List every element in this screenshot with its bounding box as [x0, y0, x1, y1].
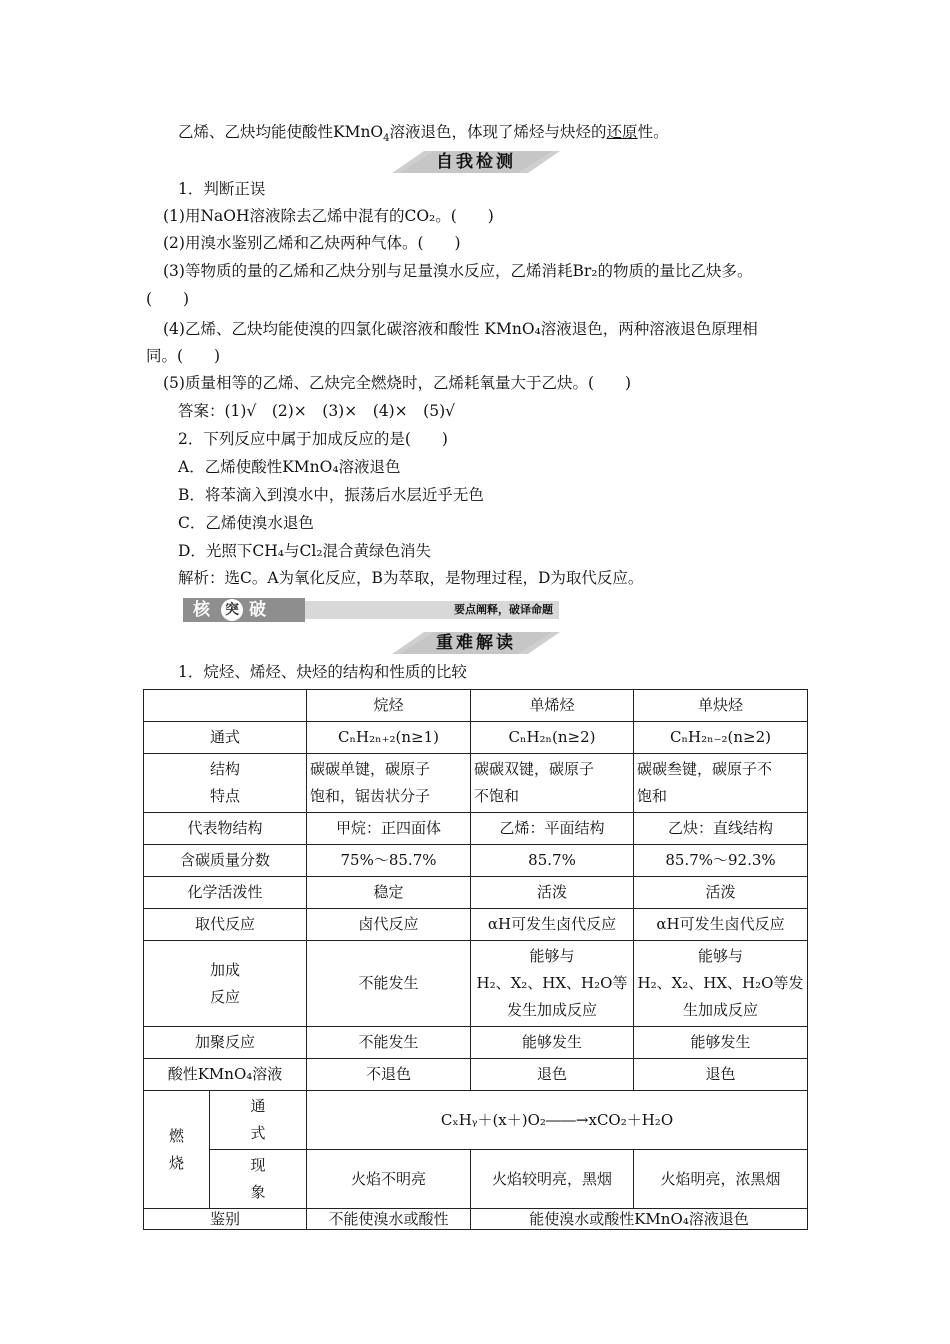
section-title: 自我检测 [436, 152, 516, 172]
table-cell: 不能使溴水或酸性 [307, 1209, 471, 1230]
comparison-table [143, 689, 808, 1230]
table-row [144, 845, 808, 877]
table-row [144, 1209, 808, 1230]
q1-item-5: (5)质量相等的乙烯、乙炔完全燃烧时，乙烯耗氧量大于乙炔。( ) [163, 374, 632, 392]
core-tab [183, 598, 305, 622]
table-row [144, 722, 808, 754]
table-cell: 碳碳单键，碳原子 饱和，锯齿状分子 [307, 754, 471, 813]
table-row [144, 1150, 808, 1209]
q2-analysis: 解析：选C。A为氧化反应，B为萃取，是物理过程，D为取代反应。 [178, 569, 644, 587]
q1-title: 1．判断正误 [178, 180, 266, 198]
table-header-cell: 烷烃 [307, 690, 471, 722]
intro-end: 性。 [637, 123, 669, 141]
table-cell: CₙH₂ₙ(n≥2) [471, 722, 634, 754]
q2-option-a: A．乙烯使酸性KMnO₄溶液退色 [178, 458, 401, 476]
table-cell: 火焰明亮，浓黑烟 [634, 1150, 808, 1209]
table-cell: CₙH₂ₙ₊₂(n≥1) [307, 722, 471, 754]
intro-underlined: 还原 [606, 123, 638, 141]
intro-line [178, 121, 669, 143]
intro-sub: 4 [383, 133, 390, 145]
intro-text-2: 溶液退色，体现了烯烃与炔烃的 [389, 123, 607, 141]
table-cell: 鉴别 [144, 1209, 307, 1230]
core-char-1: 核 [193, 600, 210, 620]
q1-answer: 答案：(1)√ (2)× (3)× (4)× (5)√ [178, 402, 455, 420]
table-cell: αH可发生卤代反应 [471, 909, 634, 941]
q2-option-d: D．光照下CH₄与Cl₂混合黄绿色消失 [178, 542, 432, 560]
section-banner-self-test [392, 151, 560, 173]
table-cell: 能够发生 [471, 1027, 634, 1059]
q1-item-4-cont: 同。( ) [146, 347, 221, 365]
table-cell: 活泼 [634, 877, 808, 909]
table-row [144, 1059, 808, 1091]
table-cell: 不退色 [307, 1059, 471, 1091]
table-row [144, 1027, 808, 1059]
q2-option-b: B．将苯滴入到溴水中，振荡后水层近乎无色 [178, 486, 484, 504]
q2-title: 2．下列反应中属于加成反应的是( ) [178, 430, 448, 448]
q1-item-3-cont: ( ) [146, 290, 190, 308]
table-cell: 火焰不明亮 [307, 1150, 471, 1209]
table-cell: 酸性KMnO₄溶液 [144, 1059, 307, 1091]
q1-item-2: (2)用溴水鉴别乙烯和乙炔两种气体。( ) [163, 234, 461, 252]
table-cell: 加成 反应 [144, 941, 307, 1027]
table-row [144, 754, 808, 813]
table-cell: 通式 [144, 722, 307, 754]
table-title: 1．烷烃、烯烃、炔烃的结构和性质的比较 [178, 663, 467, 681]
table-cell: 85.7%～92.3% [634, 845, 808, 877]
core-circle: 突 [221, 599, 243, 621]
table-cell: 卤代反应 [307, 909, 471, 941]
table-header-cell [144, 690, 307, 722]
table-cell: 退色 [634, 1059, 808, 1091]
table-row [144, 941, 808, 1027]
table-row [144, 877, 808, 909]
table-cell: 取代反应 [144, 909, 307, 941]
table-cell: CₙH₂ₙ₋₂(n≥2) [634, 722, 808, 754]
table-cell: 结构 特点 [144, 754, 307, 813]
table-cell: 能够与 H₂、X₂、HX、H₂O等 发生加成反应 [471, 941, 634, 1027]
table-cell: 现 象 [210, 1150, 307, 1209]
q1-item-3: (3)等物质的量的乙烯和乙炔分别与足量溴水反应，乙烯消耗Br₂的物质的量比乙炔多。 [163, 262, 753, 280]
intro-text: 乙烯、乙炔均能使酸性KMnO [178, 123, 384, 141]
table-row [144, 1091, 808, 1150]
table-cell: 75%～85.7% [307, 845, 471, 877]
core-strip [305, 601, 559, 619]
table-cell: αH可发生卤代反应 [634, 909, 808, 941]
table-cell: 能够与 H₂、X₂、HX、H₂O等发 生加成反应 [634, 941, 808, 1027]
table-cell: 乙烯：平面结构 [471, 813, 634, 845]
table-cell: 不能发生 [307, 941, 471, 1027]
table-cell: 退色 [471, 1059, 634, 1091]
table-cell: 活泼 [471, 877, 634, 909]
table-cell: 碳碳叁键，碳原子不 饱和 [634, 754, 808, 813]
table-cell: 不能发生 [307, 1027, 471, 1059]
table-row [144, 909, 808, 941]
table-cell: 火焰较明亮，黑烟 [471, 1150, 634, 1209]
table-cell: 碳碳双键，碳原子 不饱和 [471, 754, 634, 813]
table-cell: 85.7% [471, 845, 634, 877]
table-cell: 乙炔：直线结构 [634, 813, 808, 845]
table-cell: 燃 烧 [144, 1091, 210, 1209]
table-cell: 能使溴水或酸性KMnO₄溶液退色 [471, 1209, 808, 1230]
core-char-3: 破 [249, 600, 266, 620]
table-cell: 含碳质量分数 [144, 845, 307, 877]
core-breakthrough-bar [183, 598, 559, 622]
section-title-2: 重难解读 [436, 633, 516, 653]
table-cell: CₓHᵧ＋(x＋)O₂――→xCO₂＋H₂O [307, 1091, 808, 1150]
table-cell: 稳定 [307, 877, 471, 909]
table-cell: 化学活泼性 [144, 877, 307, 909]
table-cell: 甲烷：正四面体 [307, 813, 471, 845]
table-cell: 代表物结构 [144, 813, 307, 845]
table-cell: 通 式 [210, 1091, 307, 1150]
table-row [144, 813, 808, 845]
table-cell: 加聚反应 [144, 1027, 307, 1059]
q2-option-c: C．乙烯使溴水退色 [178, 514, 314, 532]
core-strip-text: 要点阐释，破译命题 [454, 603, 553, 616]
table-cell: 能够发生 [634, 1027, 808, 1059]
section-banner-difficult [392, 632, 560, 654]
table-header-cell: 单烯烃 [471, 690, 634, 722]
q1-item-4: (4)乙烯、乙炔均能使溴的四氯化碳溶液和酸性 KMnO₄溶液退色，两种溶液退色原理相 [163, 320, 758, 338]
table-header-row [144, 690, 808, 722]
table-header-cell: 单炔烃 [634, 690, 808, 722]
q1-item-1: (1)用NaOH溶液除去乙烯中混有的CO₂。( ) [163, 207, 494, 225]
